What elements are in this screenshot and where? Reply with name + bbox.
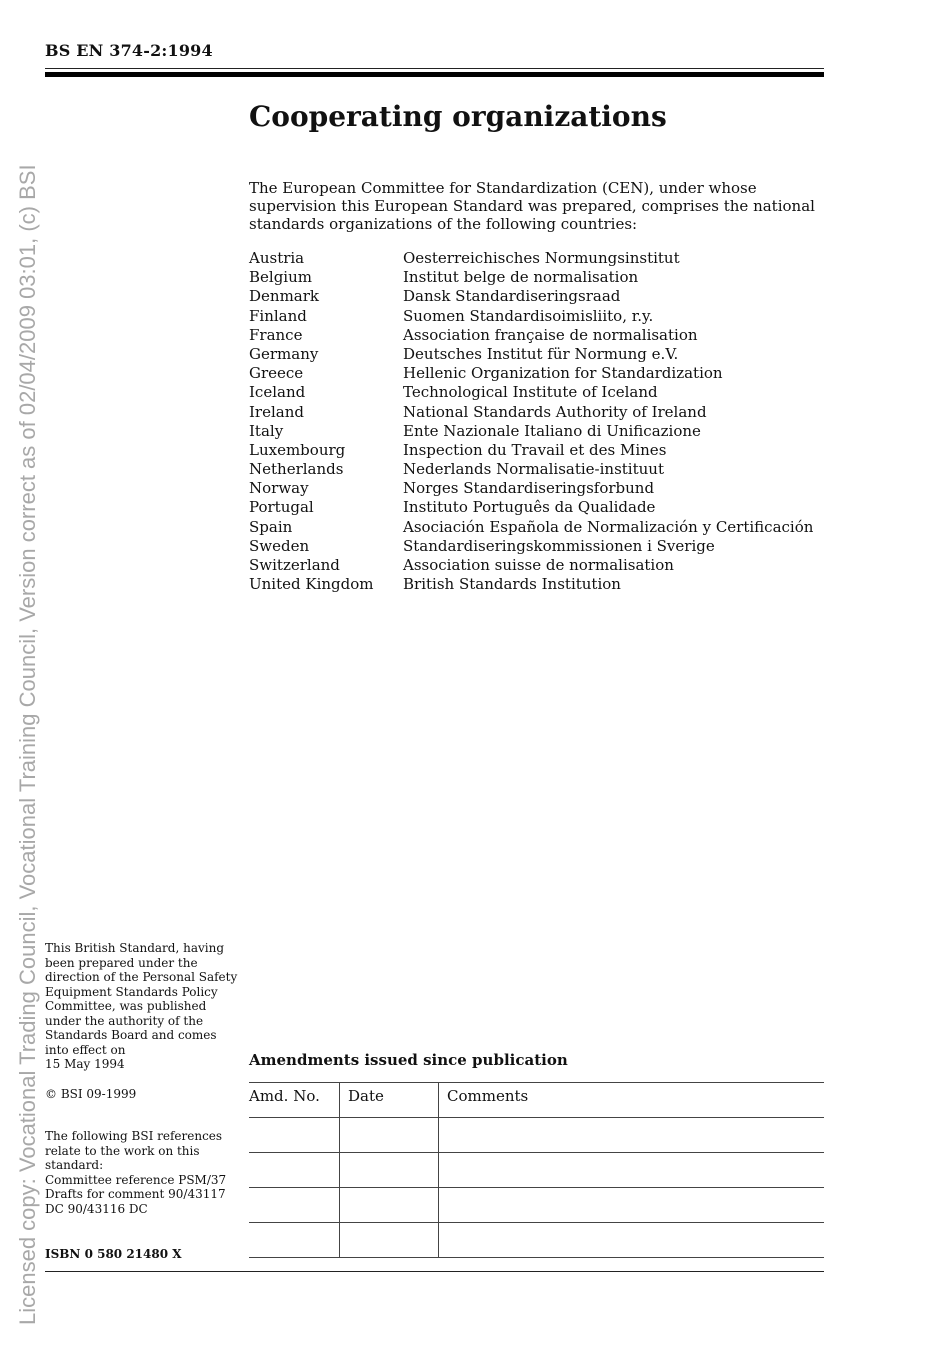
- table-cell: [439, 1118, 825, 1153]
- intro-paragraph: The European Committee for Standardization (CEN), under whose supervision this European Standard was prepared, comprises the national standards organizations of the following countries:: [249, 179, 815, 233]
- org-country: Luxembourg: [249, 440, 346, 459]
- org-row: [249, 326, 829, 345]
- org-row: [249, 575, 829, 594]
- table-cell: [340, 1223, 439, 1258]
- org-row: [249, 537, 829, 556]
- org-name: Suomen Standardisoimisliito, r.y.: [403, 306, 654, 325]
- org-country: Italy: [249, 421, 284, 440]
- org-row: [249, 268, 829, 287]
- org-name: British Standards Institution: [403, 575, 621, 594]
- table-row: [249, 1153, 824, 1188]
- table-cell: [340, 1188, 439, 1223]
- org-name: Deutsches Institut für Normung e.V.: [403, 344, 679, 363]
- organizations-list: [249, 249, 829, 594]
- document-id: BS EN 374-2:1994: [45, 41, 213, 60]
- org-row: [249, 556, 829, 575]
- org-name: Technological Institute of Iceland: [403, 383, 658, 402]
- page-title: Cooperating organizations: [249, 100, 667, 133]
- org-name: Oesterreichisches Normungsinstitut: [403, 249, 680, 267]
- org-row: [249, 422, 829, 441]
- org-row: [249, 441, 829, 460]
- header-rule-thin: [45, 68, 824, 69]
- org-name: Institut belge de normalisation: [403, 268, 639, 287]
- publication-text: This British Standard, having been prepared under the direction of the Personal Safety Equipment Standards Policy Committee, was published under the authority of the Standards Board and comes into effect on: [45, 941, 238, 1057]
- table-row: [249, 1223, 824, 1258]
- org-country: Iceland: [249, 383, 306, 402]
- org-country: Norway: [249, 479, 309, 498]
- org-country: Sweden: [249, 536, 310, 555]
- org-row: [249, 307, 829, 326]
- references-intro: The following BSI references relate to the work on this standard:: [45, 1129, 223, 1172]
- org-name: Dansk Standardiseringsraad: [403, 287, 621, 306]
- org-name: Association suisse de normalisation: [403, 556, 674, 574]
- table-row: [249, 1188, 824, 1223]
- org-name: Asociación Española de Normalización y Certificación: [403, 517, 814, 536]
- org-name: National Standards Authority of Ireland: [403, 402, 707, 421]
- table-cell: [439, 1188, 825, 1223]
- org-name: Association française de normalisation: [403, 325, 698, 344]
- org-country: Belgium: [249, 268, 312, 287]
- org-row: [249, 364, 829, 383]
- table-cell: [439, 1153, 825, 1188]
- table-cell: [340, 1153, 439, 1188]
- references-note: [45, 1129, 240, 1216]
- committee-reference: Committee reference PSM/37: [45, 1172, 227, 1187]
- org-country: Switzerland: [249, 556, 340, 574]
- org-country: Germany: [249, 344, 319, 363]
- draft-references: Drafts for comment 90/43117 DC 90/43116 DC: [45, 1187, 226, 1216]
- license-watermark: Licensed copy: Vocational Trading Council, Vocational Training Council, Version correct as of 02/04/2009 03:01, (c) BSI: [15, 164, 40, 1325]
- footer-rule: [45, 1271, 824, 1272]
- amendments-table: [249, 1082, 824, 1258]
- table-row: [249, 1118, 824, 1153]
- isbn: ISBN 0 580 21480 X: [45, 1247, 182, 1261]
- amendments-title: Amendments issued since publication: [249, 1051, 568, 1069]
- org-country: United Kingdom: [249, 575, 374, 594]
- org-row: [249, 460, 829, 479]
- column-header-amd-no: Amd. No.: [249, 1083, 340, 1118]
- org-country: Greece: [249, 364, 304, 383]
- org-row: [249, 249, 829, 268]
- org-row: [249, 345, 829, 364]
- org-country: France: [249, 325, 303, 344]
- table-cell: [439, 1223, 825, 1258]
- table-cell: [249, 1153, 340, 1188]
- org-row: [249, 403, 829, 422]
- org-country: Spain: [249, 517, 293, 536]
- effective-date: 15 May 1994: [45, 1057, 125, 1071]
- table-cell: [340, 1118, 439, 1153]
- org-row: [249, 479, 829, 498]
- org-row: [249, 498, 829, 517]
- org-country: Denmark: [249, 287, 319, 306]
- org-country: Netherlands: [249, 460, 344, 479]
- table-cell: [249, 1223, 340, 1258]
- org-name: Hellenic Organization for Standardization: [403, 364, 723, 383]
- org-country: Finland: [249, 306, 307, 325]
- org-name: Norges Standardiseringsforbund: [403, 479, 655, 498]
- org-name: Instituto Português da Qualidade: [403, 498, 656, 517]
- org-country: Portugal: [249, 498, 314, 517]
- column-header-date: Date: [340, 1083, 439, 1118]
- table-cell: [249, 1188, 340, 1223]
- org-country: Ireland: [249, 402, 304, 421]
- org-name: Standardiseringskommissionen i Sverige: [403, 536, 715, 555]
- org-name: Ente Nazionale Italiano di Unificazione: [403, 421, 701, 440]
- org-row: [249, 287, 829, 306]
- org-name: Inspection du Travail et des Mines: [403, 440, 667, 459]
- copyright-note: [45, 1087, 240, 1102]
- copyright-text: © BSI 09-1999: [45, 1087, 137, 1101]
- org-row: [249, 383, 829, 402]
- header-rule-thick: [45, 72, 824, 77]
- column-header-comments: Comments: [439, 1083, 825, 1118]
- publication-note: [45, 941, 240, 1072]
- org-row: [249, 518, 829, 537]
- table-cell: [249, 1118, 340, 1153]
- org-country: Austria: [249, 249, 305, 267]
- table-header-row: [249, 1083, 824, 1118]
- org-name: Nederlands Normalisatie-instituut: [403, 460, 664, 479]
